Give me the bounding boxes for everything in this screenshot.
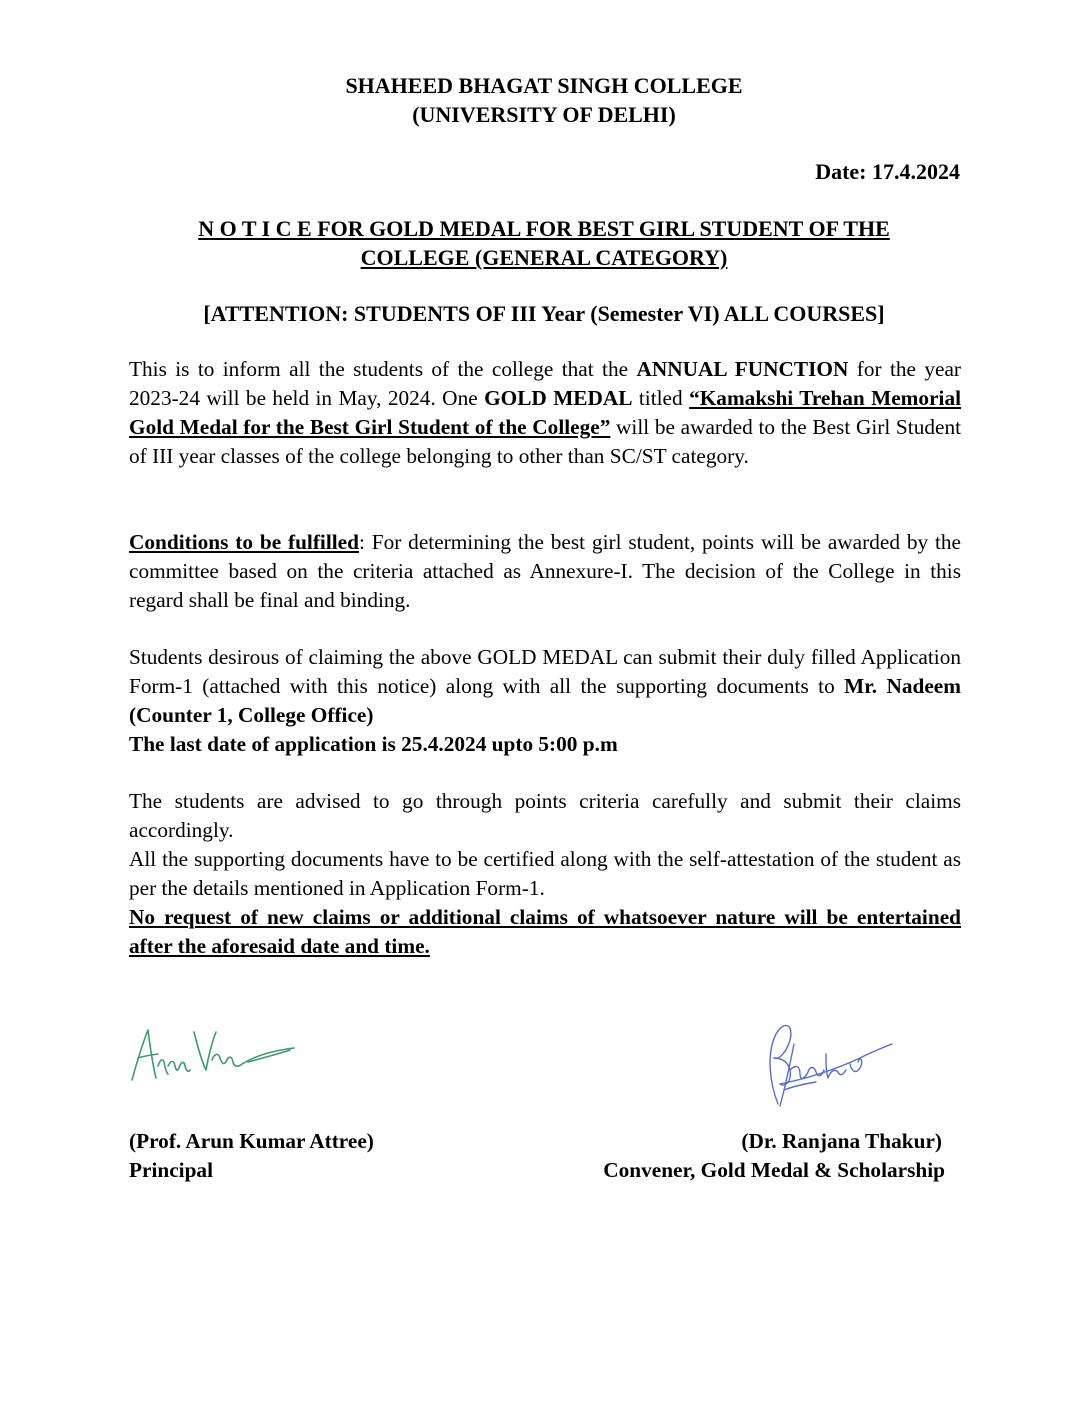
principal-name: (Prof. Arun Kumar Attree) xyxy=(129,1129,374,1153)
college-name: SHAHEED BHAGAT SINGH COLLEGE xyxy=(345,73,743,98)
paragraph-application xyxy=(129,643,961,759)
application-text: Students desirous of claiming the above GOLD MEDAL can submit their duly filled Application Form-1 (attached with this notice) along with all the supporting documents to xyxy=(129,645,961,698)
application-deadline: The last date of application is 25.4.2024 upto 5:00 p.m xyxy=(129,732,618,756)
notice-title-line1: N O T I C E FOR GOLD MEDAL FOR BEST GIRL STUDENT OF THE xyxy=(198,216,890,241)
medal-title: “Kamakshi Trehan Memorial Gold Medal for the Best Girl Student of the College” xyxy=(129,386,962,439)
para1-text-1: This is to inform all the students of the college that the xyxy=(129,357,637,381)
conditions-heading: Conditions to be fulfilled xyxy=(129,530,359,554)
para1-text-4: will be awarded to the Best Girl Student of III year classes of the college belonging to other than SC/ST category. xyxy=(129,415,962,468)
notice-date: Date: 17.4.2024 xyxy=(815,159,960,184)
no-new-claims-warning: No request of new claims or additional claims of whatsoever nature will be entertained after the aforesaid date and time. xyxy=(129,905,961,958)
paragraph-advice xyxy=(129,787,961,961)
contact-person: Mr. Nadeem (Counter 1, College Office) xyxy=(129,674,962,727)
conditions-text: : For determining the best girl student, points will be awarded by the committee based on the criteria attached as Annexure-I. The decision of the College in this regard shall be final and binding. xyxy=(129,530,961,612)
paragraph-conditions xyxy=(129,528,961,615)
convener-name: (Dr. Ranjana Thakur) xyxy=(741,1129,942,1153)
notice-title-line2: COLLEGE (GENERAL CATEGORY) xyxy=(360,245,728,270)
attention-line: [ATTENTION: STUDENTS OF III Year (Semester VI) ALL COURSES] xyxy=(203,301,885,326)
para1-text-3: titled xyxy=(632,386,690,410)
annual-function-label: ANNUAL FUNCTION xyxy=(636,357,849,381)
university-name: (UNIVERSITY OF DELHI) xyxy=(412,102,676,127)
advice-line: The students are advised to go through points criteria carefully and submit their claims accordingly. xyxy=(129,789,961,842)
convener-title: Convener, Gold Medal & Scholarship xyxy=(603,1158,945,1182)
para1-text-2: for the year 2023-24 will be held in May, 2024. One xyxy=(129,357,962,410)
principal-title: Principal xyxy=(129,1158,214,1182)
gold-medal-label: GOLD MEDAL xyxy=(484,386,633,410)
attestation-line: All the supporting documents have to be certified along with the self-attestation of the student as per the details mentioned in Application Form-1. xyxy=(129,847,961,900)
convener-signature xyxy=(760,1014,900,1114)
paragraph-annual-function xyxy=(129,355,961,471)
principal-signature xyxy=(128,1018,303,1088)
